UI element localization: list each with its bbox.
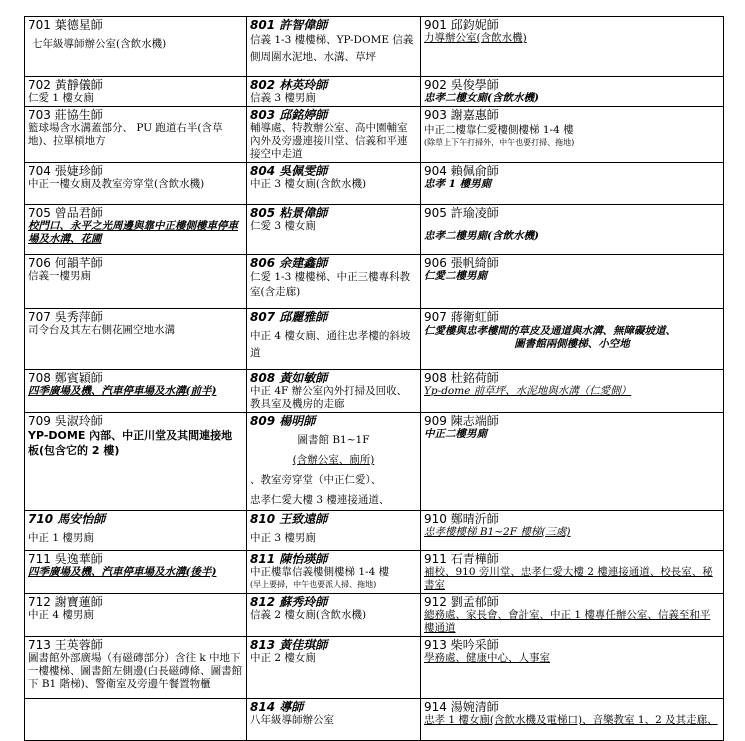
cleaning-area-914: 忠孝 1 樓女廁(含飲水機及電梯口)、音樂教室 1、2 及其走廊、 bbox=[424, 714, 718, 726]
cleaning-area-809-l3: 、教室旁穿堂（中正仁愛）、 bbox=[250, 474, 382, 486]
class-teacher-811: 811 陳怡瑛師 bbox=[250, 552, 328, 566]
table-cell-814 bbox=[247, 699, 421, 741]
cleaning-area-801: 信義 1-3 樓樓梯、YP-DOME 信義側周圍水泥地、水溝、草坪 bbox=[250, 34, 414, 63]
table-row bbox=[25, 551, 724, 594]
table-row bbox=[25, 699, 724, 741]
cleaning-area-706: 信義一樓男廁 bbox=[28, 270, 91, 282]
table-row bbox=[25, 255, 724, 309]
table-cell-908 bbox=[421, 370, 724, 413]
table-cell-801 bbox=[247, 17, 421, 77]
table-cell-903 bbox=[421, 107, 724, 163]
cleaning-area-703: 籃球場含水溝蓋部分、 PU 跑道右半(含草地)、拉單槓地方 bbox=[28, 122, 223, 147]
cleaning-area-704: 中正一樓女廁及教室旁穿堂(含飲水機) bbox=[28, 178, 205, 190]
table-row bbox=[25, 77, 724, 107]
table-cell-909 bbox=[421, 413, 724, 511]
class-teacher-712: 712 謝寶蓮師 bbox=[28, 595, 103, 609]
table-cell-710 bbox=[25, 511, 247, 551]
table-cell-711 bbox=[25, 551, 247, 594]
class-teacher-708: 708 鄭賓穎師 bbox=[28, 371, 103, 385]
class-teacher-810: 810 王致遠師 bbox=[250, 512, 328, 526]
class-teacher-912: 912 劉孟郁師 bbox=[424, 595, 499, 609]
cleaning-note-903: (除草上下午打掃外，中午也要打掃、拖地) bbox=[424, 138, 575, 147]
class-teacher-807: 807 邱麗雅師 bbox=[250, 310, 328, 324]
table-cell-804 bbox=[247, 163, 421, 205]
cleaning-area-713: 圖書館外部廣場（有磁磚部分）含往 k 中地下一樓樓梯、圖書館左側邊(白長磁磚條、圖書館下 B1 階梯)、警衛室及旁邊午餐置物櫃 bbox=[28, 652, 243, 690]
cleaning-area-905: 忠孝二樓男廁(含飲水機) bbox=[424, 230, 539, 242]
table-cell-808 bbox=[247, 370, 421, 413]
table-row bbox=[25, 511, 724, 551]
class-teacher-909: 909 陳志端師 bbox=[424, 414, 499, 428]
cleaning-area-907-line2: 圖書館兩側樓梯、小空地 bbox=[514, 338, 630, 350]
cleaning-area-810: 中正 3 樓男廁 bbox=[250, 532, 316, 544]
class-teacher-705: 705 曾品君師 bbox=[28, 206, 103, 220]
cleaning-area-708: 四季廣場及機、汽車停車場及水溝(前半) bbox=[28, 385, 217, 397]
cleaning-area-803: 輔導處、特教辦公室、高中園輔室內外及旁邊連接川堂、信義和平連接空中走道 bbox=[250, 122, 408, 160]
table-row bbox=[25, 637, 724, 699]
cleaning-area-811: 中正樓靠信義樓側樓梯 1-4 樓 bbox=[250, 566, 390, 578]
table-cell-907 bbox=[421, 309, 724, 370]
cleaning-area-707: 司令台及其左右側花圃空地水溝 bbox=[28, 324, 175, 336]
cleaning-assignment-table bbox=[24, 16, 724, 741]
cleaning-area-903: 中正二樓靠仁愛樓側樓梯 1-4 樓 bbox=[424, 124, 574, 136]
class-teacher-813: 813 黃佳琪師 bbox=[250, 638, 328, 652]
table-cell-706 bbox=[25, 255, 247, 309]
table-cell-803 bbox=[247, 107, 421, 163]
cleaning-area-908: Yp-dome 前草坪、水泥地與水溝（仁愛側） bbox=[424, 385, 632, 397]
cleaning-area-809-l2: (含辦公室、廁所) bbox=[292, 454, 375, 466]
cleaning-area-904: 忠孝 1 樓男廁 bbox=[424, 178, 492, 190]
class-teacher-804: 804 吳佩雯師 bbox=[250, 164, 328, 178]
table-cell-704 bbox=[25, 163, 247, 205]
table-cell-805 bbox=[247, 205, 421, 255]
class-teacher-910: 910 鄭晴沂師 bbox=[424, 512, 499, 526]
cleaning-area-812: 信義 2 樓女廁(含飲水機) bbox=[250, 609, 367, 621]
cleaning-area-711: 四季廣場及機、汽車停車場及水溝(後半) bbox=[28, 566, 217, 578]
class-teacher-702: 702 黃靜儀師 bbox=[28, 78, 103, 92]
cleaning-area-702: 仁愛 1 樓女廁 bbox=[28, 92, 94, 104]
cleaning-area-808: 中正 4F 辦公室內外打掃及回收、教具室及機房的走廊 bbox=[250, 385, 408, 410]
cleaning-area-910: 忠孝樓樓梯 B1~2F 樓梯(三處) bbox=[424, 526, 571, 538]
table-row bbox=[25, 309, 724, 370]
table-cell-703 bbox=[25, 107, 247, 163]
class-teacher-710: 710 馬安怡師 bbox=[28, 512, 106, 526]
table-cell-807 bbox=[247, 309, 421, 370]
table-cell-707 bbox=[25, 309, 247, 370]
class-teacher-713: 713 王英蓉師 bbox=[28, 638, 103, 652]
table-row bbox=[25, 370, 724, 413]
cleaning-area-709: YP-DOME 內部、中正川堂及其間連接地板(包含它的 2 樓) bbox=[28, 429, 233, 457]
class-teacher-908: 908 杜銘荷師 bbox=[424, 371, 499, 385]
cleaning-note-811: (早上要掃，中午也要派人掃、拖地) bbox=[250, 580, 377, 589]
table-cell-806 bbox=[247, 255, 421, 309]
class-teacher-914: 914 湯婉清師 bbox=[424, 700, 499, 714]
class-teacher-809: 809 楊明師 bbox=[250, 414, 316, 428]
table-row bbox=[25, 205, 724, 255]
table-cell-709 bbox=[25, 413, 247, 511]
table-cell-708 bbox=[25, 370, 247, 413]
cleaning-area-710: 中正 1 樓男廁 bbox=[28, 532, 94, 544]
table-cell-701 bbox=[25, 17, 247, 77]
class-teacher-802: 802 林英玲師 bbox=[250, 78, 328, 92]
table-row bbox=[25, 17, 724, 77]
class-teacher-902: 902 吳俊學師 bbox=[424, 78, 499, 92]
table-cell-812 bbox=[247, 594, 421, 637]
table-cell-802 bbox=[247, 77, 421, 107]
cleaning-area-913: 學務處、健康中心、人事室 bbox=[424, 652, 550, 664]
cleaning-area-701: 七年級導師辦公室(含飲水機) bbox=[32, 38, 167, 50]
class-teacher-707: 707 吳秀萍師 bbox=[28, 310, 103, 324]
table-cell-813 bbox=[247, 637, 421, 699]
table-cell-910 bbox=[421, 511, 724, 551]
table-cell-911 bbox=[421, 551, 724, 594]
class-teacher-706: 706 何韻芊師 bbox=[28, 256, 103, 270]
class-teacher-704: 704 張婕珍師 bbox=[28, 164, 103, 178]
table-cell-810 bbox=[247, 511, 421, 551]
cleaning-area-809-l1: 圖書館 B1~1F bbox=[297, 434, 370, 446]
cleaning-area-814: 八年級導師辦公室 bbox=[250, 714, 334, 726]
class-teacher-805: 805 粘景偉師 bbox=[250, 206, 328, 220]
table-cell-912 bbox=[421, 594, 724, 637]
table-cell-905 bbox=[421, 205, 724, 255]
table-cell-705 bbox=[25, 205, 247, 255]
table-cell-empty bbox=[25, 699, 247, 741]
table-row bbox=[25, 594, 724, 637]
table-row bbox=[25, 163, 724, 205]
cleaning-area-907: 仁愛樓與忠孝樓間的草皮及通道與水溝、無障礙坡道、 bbox=[424, 325, 676, 337]
class-teacher-803: 803 邱銘婷師 bbox=[250, 108, 328, 122]
table-row bbox=[25, 413, 724, 511]
cleaning-area-909: 中正二樓男廁 bbox=[424, 428, 487, 440]
table-cell-904 bbox=[421, 163, 724, 205]
cleaning-area-705: 校門口、永平之光周邊與靠中正樓側樓車停車場及水溝、花圃 bbox=[28, 220, 238, 245]
table-cell-913 bbox=[421, 637, 724, 699]
cleaning-area-813: 中正 2 樓女廁 bbox=[250, 652, 316, 664]
cleaning-area-805: 仁愛 3 樓女廁 bbox=[250, 220, 316, 232]
class-teacher-808: 808 黃如敏師 bbox=[250, 371, 328, 385]
cleaning-area-809-l4: 忠孝仁愛大樓 3 樓連接通道、 bbox=[250, 494, 390, 506]
cleaning-area-911: 補校、910 旁川堂、忠孝仁愛大樓 2 樓連接通道、校長室、秘書室 bbox=[424, 566, 713, 591]
class-teacher-905: 905 許瑜凌師 bbox=[424, 206, 499, 220]
class-teacher-913: 913 柴吟采師 bbox=[424, 638, 499, 652]
cleaning-area-802: 信義 3 樓男廁 bbox=[250, 92, 316, 104]
table-cell-914 bbox=[421, 699, 724, 741]
class-teacher-801: 801 許智偉師 bbox=[250, 18, 328, 32]
class-teacher-901: 901 邱鈞妮師 bbox=[424, 18, 499, 32]
table-cell-712 bbox=[25, 594, 247, 637]
cleaning-area-901: 力導辦公室(含飲水機) bbox=[424, 32, 527, 44]
cleaning-area-906: 仁愛二樓男廁 bbox=[424, 270, 487, 282]
class-teacher-904: 904 賴佩俞師 bbox=[424, 164, 499, 178]
cleaning-area-804: 中正 3 樓女廁(含飲水機) bbox=[250, 178, 367, 190]
class-teacher-907: 907 蔣衛虹師 bbox=[424, 310, 499, 324]
cleaning-area-912: 總務處、家長會、會計室、中正 1 樓專任辦公室、信義至和平樓通道 bbox=[424, 609, 711, 634]
table-cell-902 bbox=[421, 77, 724, 107]
table-cell-901 bbox=[421, 17, 724, 77]
table-cell-906 bbox=[421, 255, 724, 309]
class-teacher-701: 701 葉德星師 bbox=[28, 18, 103, 32]
class-teacher-911: 911 石青樺師 bbox=[424, 552, 499, 566]
class-teacher-703: 703 莊協生師 bbox=[28, 108, 103, 122]
class-teacher-903: 903 謝嘉惠師 bbox=[424, 108, 499, 122]
table-cell-809 bbox=[247, 413, 421, 511]
class-teacher-709: 709 吳淑玲師 bbox=[28, 414, 103, 428]
table-row bbox=[25, 107, 724, 163]
cleaning-area-807: 中正 4 樓女廁、通往忠孝樓的斜坡道 bbox=[250, 330, 411, 359]
table-cell-811 bbox=[247, 551, 421, 594]
class-teacher-806: 806 余建鑫師 bbox=[250, 256, 328, 270]
class-teacher-711: 711 吳逸華師 bbox=[28, 552, 103, 566]
class-teacher-814: 814 導師 bbox=[250, 700, 304, 714]
cleaning-area-712: 中正 4 樓男廁 bbox=[28, 609, 94, 621]
class-teacher-812: 812 蘇秀玲師 bbox=[250, 595, 328, 609]
table-cell-713 bbox=[25, 637, 247, 699]
cleaning-area-806: 仁愛 1-3 樓樓梯、中正三樓專科教室(含走廊) bbox=[250, 271, 411, 298]
class-teacher-906: 906 張帆綺師 bbox=[424, 256, 499, 270]
table-cell-702 bbox=[25, 77, 247, 107]
cleaning-area-902: 忠孝二樓女廁(含飲水機) bbox=[424, 92, 539, 104]
